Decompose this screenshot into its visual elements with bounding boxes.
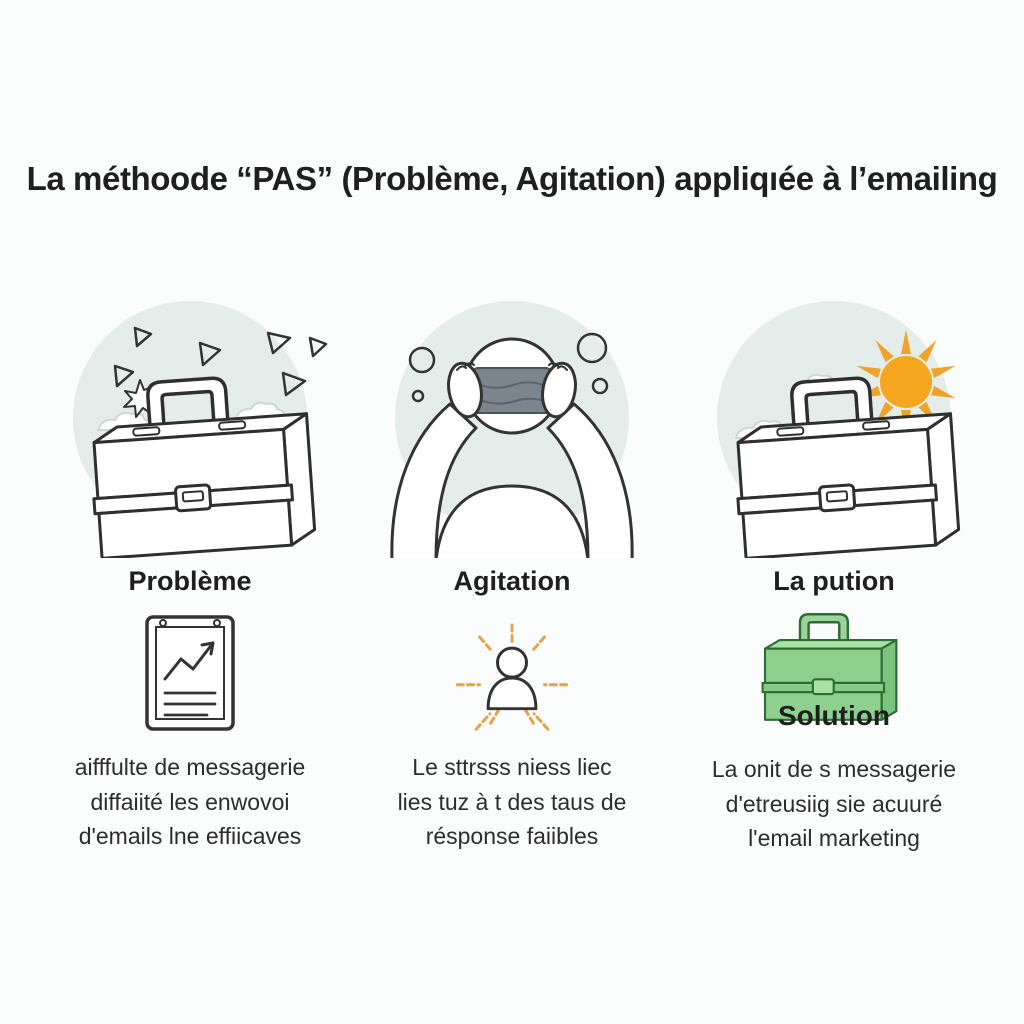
column-solution bbox=[682, 298, 986, 856]
toolbox-solution-illustration bbox=[684, 298, 984, 558]
page-title: La méthoode “PAS” (Problème, Agitation) appliqıée à l’emailing bbox=[26, 160, 998, 197]
agitation-line-2: lies tuz à t des taus de bbox=[397, 788, 627, 815]
solution-line-2: d'etreusiig sie acuuré bbox=[725, 790, 943, 817]
toolbox-problem-illustration bbox=[40, 298, 340, 558]
agitation-line-1: Le sttrsss niess liec bbox=[412, 754, 612, 780]
solution-line-1: La onit de s messagerie bbox=[711, 756, 957, 782]
person-radiating-stress-icon bbox=[437, 608, 587, 736]
probleme-line-2: diffaiité les enwovoi bbox=[90, 788, 290, 815]
probleme-text bbox=[75, 750, 306, 854]
solution-line-3: l'email marketing bbox=[748, 825, 920, 851]
solution-top-label: La pution bbox=[773, 566, 895, 596]
agitation-text bbox=[398, 750, 627, 854]
probleme-line-1: aifffulte de messagerie bbox=[74, 754, 306, 780]
agitation-line-3: résponse faiibles bbox=[425, 823, 599, 849]
solution-text bbox=[712, 752, 956, 856]
solution-label: Solution bbox=[778, 700, 890, 731]
probleme-label: Problème bbox=[128, 566, 252, 596]
column-agitation bbox=[360, 298, 664, 856]
document-chart-icon bbox=[115, 609, 265, 735]
columns-row bbox=[38, 298, 986, 856]
column-probleme bbox=[38, 298, 342, 856]
probleme-line-3: d'emails lne effiicaves bbox=[78, 823, 302, 849]
agitation-label: Agitation bbox=[453, 566, 571, 596]
person-covering-eyes-illustration bbox=[362, 298, 662, 558]
